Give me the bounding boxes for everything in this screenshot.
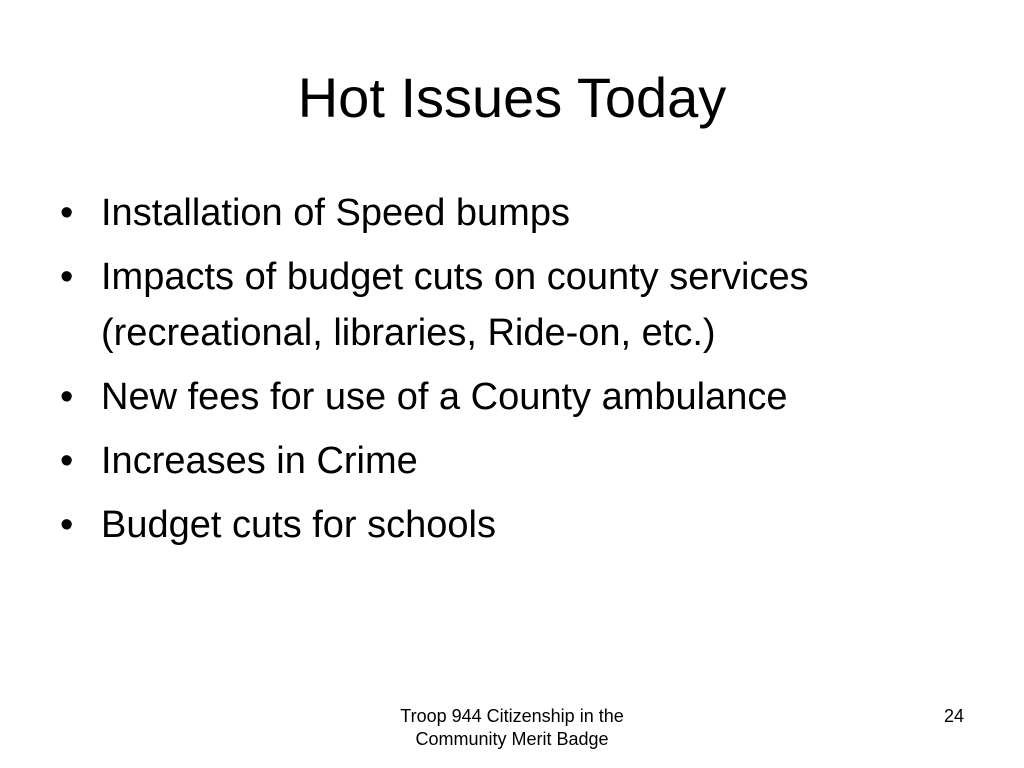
bullet-icon: • xyxy=(60,376,74,418)
bullet-icon: • xyxy=(60,440,74,482)
footer-line-2: Community Merit Badge xyxy=(415,729,609,749)
bullet-item-speed-bumps xyxy=(56,185,976,241)
bullet-text: Increases in Crime xyxy=(101,440,418,482)
bullet-text: Budget cuts for schools xyxy=(101,504,496,546)
footer-text xyxy=(362,705,662,751)
bullet-text: New fees for use of a County ambulance xyxy=(101,376,788,418)
bullet-item-budget-cuts-services xyxy=(56,249,976,361)
bullet-text: Installation of Speed bumps xyxy=(101,192,570,234)
bullet-icon: • xyxy=(60,256,74,298)
bullet-item-school-budget xyxy=(56,497,976,553)
bullet-text-continuation: (recreational, libraries, Ride-on, etc.) xyxy=(101,312,716,354)
bullet-list xyxy=(56,185,976,561)
page-number: 24 xyxy=(943,706,964,726)
bullet-icon: • xyxy=(60,504,74,546)
bullet-item-crime xyxy=(56,433,976,489)
footer-line-1: Troop 944 Citizenship in the xyxy=(400,706,624,726)
slide-title: Hot Issues Today xyxy=(297,66,727,129)
bullet-icon: • xyxy=(60,192,74,234)
bullet-item-ambulance-fees xyxy=(56,369,976,425)
bullet-text: Impacts of budget cuts on county services xyxy=(101,256,809,298)
